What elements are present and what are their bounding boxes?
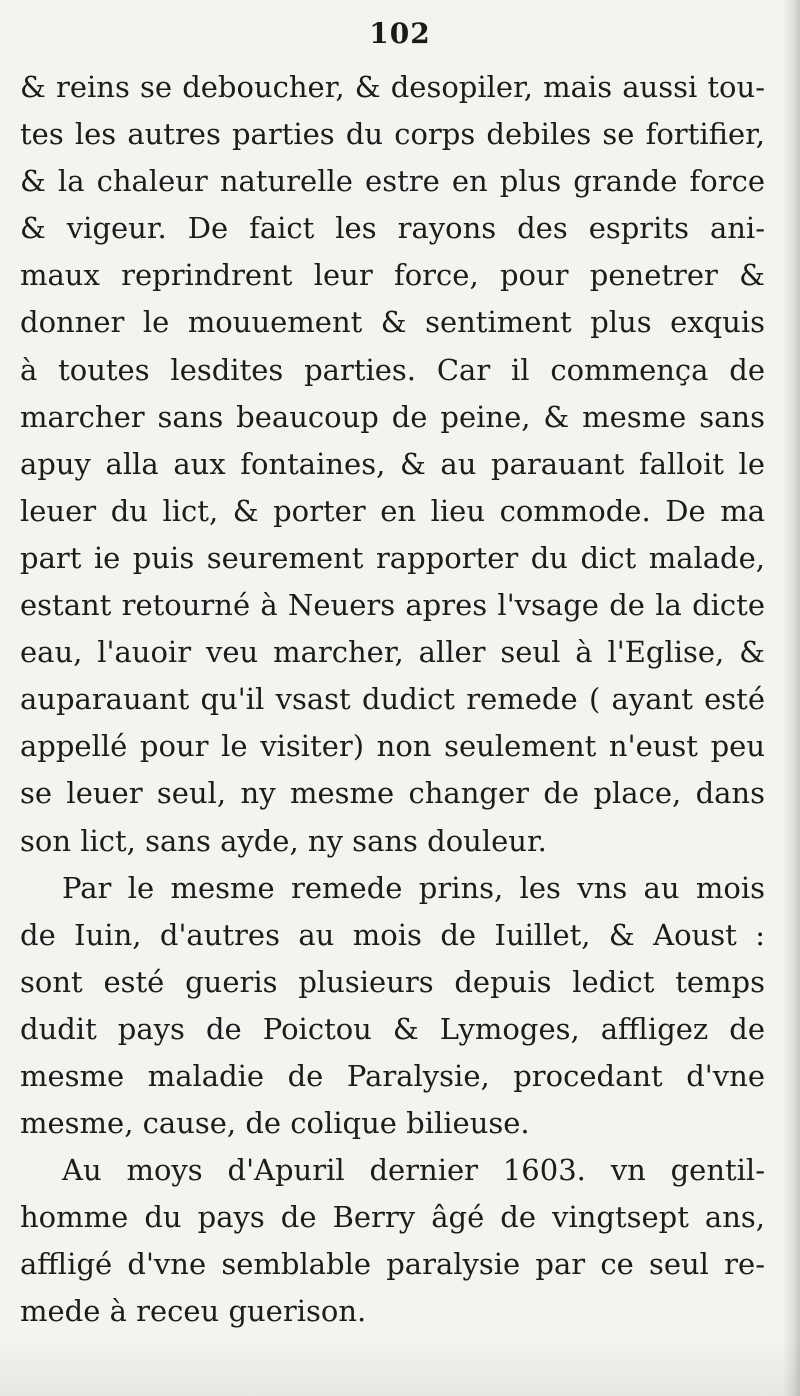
text-line: se leuer seul, ny mesme changer de place, dans bbox=[20, 776, 765, 811]
body-text bbox=[20, 64, 765, 1336]
text-line: & vigeur. De faict les rayons des esprits ani- bbox=[20, 211, 765, 246]
text-line: tes les autres parties du corps debiles se fortifier, bbox=[20, 117, 765, 152]
page-edge-shadow bbox=[782, 0, 800, 1396]
text-line: appellé pour le visiter) non seulement n'eust peu bbox=[20, 729, 765, 764]
text-line: leuer du lict, & porter en lieu commode. De ma bbox=[20, 493, 765, 528]
text-line: & la chaleur naturelle estre en plus grande force bbox=[20, 164, 765, 199]
text-line: & reins se deboucher, & desopiler, mais aussi tou- bbox=[20, 70, 765, 104]
text-line: homme du pays de Berry âgé de vingtsept ans, bbox=[20, 1200, 765, 1235]
text-line: Par le mesme remede prins, les vns au mois bbox=[62, 870, 765, 905]
text-line: mede à receu guerison. bbox=[20, 1294, 367, 1329]
text-line: apuy alla aux fontaines, & au parauant falloit le bbox=[20, 446, 765, 481]
page-bottom-shade bbox=[0, 1336, 800, 1396]
text-line: à toutes lesdites parties. Car il commença de bbox=[20, 352, 765, 387]
text-line: mesme maladie de Paralysie, procedant d'vne bbox=[20, 1058, 765, 1093]
text-line: Au moys d'Apuril dernier 1603. vn gentil- bbox=[62, 1153, 765, 1188]
text-line: donner le mouuement & sentiment plus exquis bbox=[20, 305, 765, 340]
text-line: de Iuin, d'autres au mois de Iuillet, & Aoust : bbox=[20, 917, 765, 952]
text-line: auparauant qu'il vsast dudict remede ( ayant esté bbox=[20, 682, 765, 717]
text-line: part ie puis seurement rapporter du dict malade, bbox=[20, 540, 765, 575]
text-line: estant retourné à Neuers apres l'vsage de la dicte bbox=[20, 588, 765, 623]
text-line: son lict, sans ayde, ny sans douleur. bbox=[20, 823, 547, 858]
text-line: affligé d'vne semblable paralysie par ce seul re- bbox=[20, 1247, 765, 1282]
page-number: 102 bbox=[369, 17, 431, 50]
text-line: mesme, cause, de colique bilieuse. bbox=[20, 1106, 530, 1141]
text-line: sont esté gueris plusieurs depuis ledict temps bbox=[20, 964, 765, 999]
text-line: eau, l'auoir veu marcher, aller seul à l'Eglise, & bbox=[20, 635, 765, 670]
text-line: dudit pays de Poictou & Lymoges, affligez de bbox=[20, 1011, 765, 1046]
text-line: maux reprindrent leur force, pour penetrer & bbox=[20, 258, 765, 293]
text-line: marcher sans beaucoup de peine, & mesme sans bbox=[20, 399, 765, 434]
